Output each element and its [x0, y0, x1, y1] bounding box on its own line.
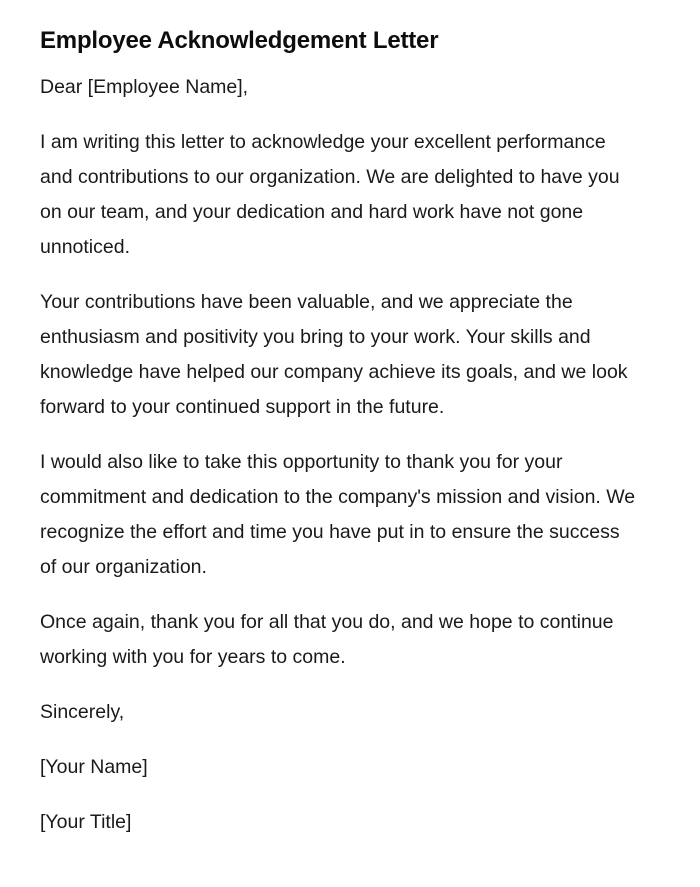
letter-paragraph-1: I am writing this letter to acknowledge your excellent performance and contributions to our organization. We are delighted to have you on our team, and your dedication and hard work have not gone unnoticed.	[40, 131, 620, 258]
letter-title: Employee Acknowledgement Letter	[40, 27, 439, 54]
letter-document	[40, 24, 640, 860]
sender-title: [Your Title]	[40, 811, 132, 833]
letter-paragraph-3: I would also like to take this opportunity to thank you for your commitment and dedication to the company's mission and vision. We recognize the effort and time you have put in to ensure the success of our organization.	[40, 451, 636, 578]
letter-salutation: Dear [Employee Name],	[40, 76, 249, 98]
letter-closing: Sincerely,	[40, 701, 125, 723]
letter-paragraph-4: Once again, thank you for all that you do, and we hope to continue working with you for years to come.	[40, 611, 614, 668]
letter-paragraph-2: Your contributions have been valuable, and we appreciate the enthusiasm and positivity you bring to your work. Your skills and knowledge have helped our company achieve its goals, and we look forward to your continued support in the future.	[40, 291, 628, 418]
sender-name: [Your Name]	[40, 756, 148, 778]
